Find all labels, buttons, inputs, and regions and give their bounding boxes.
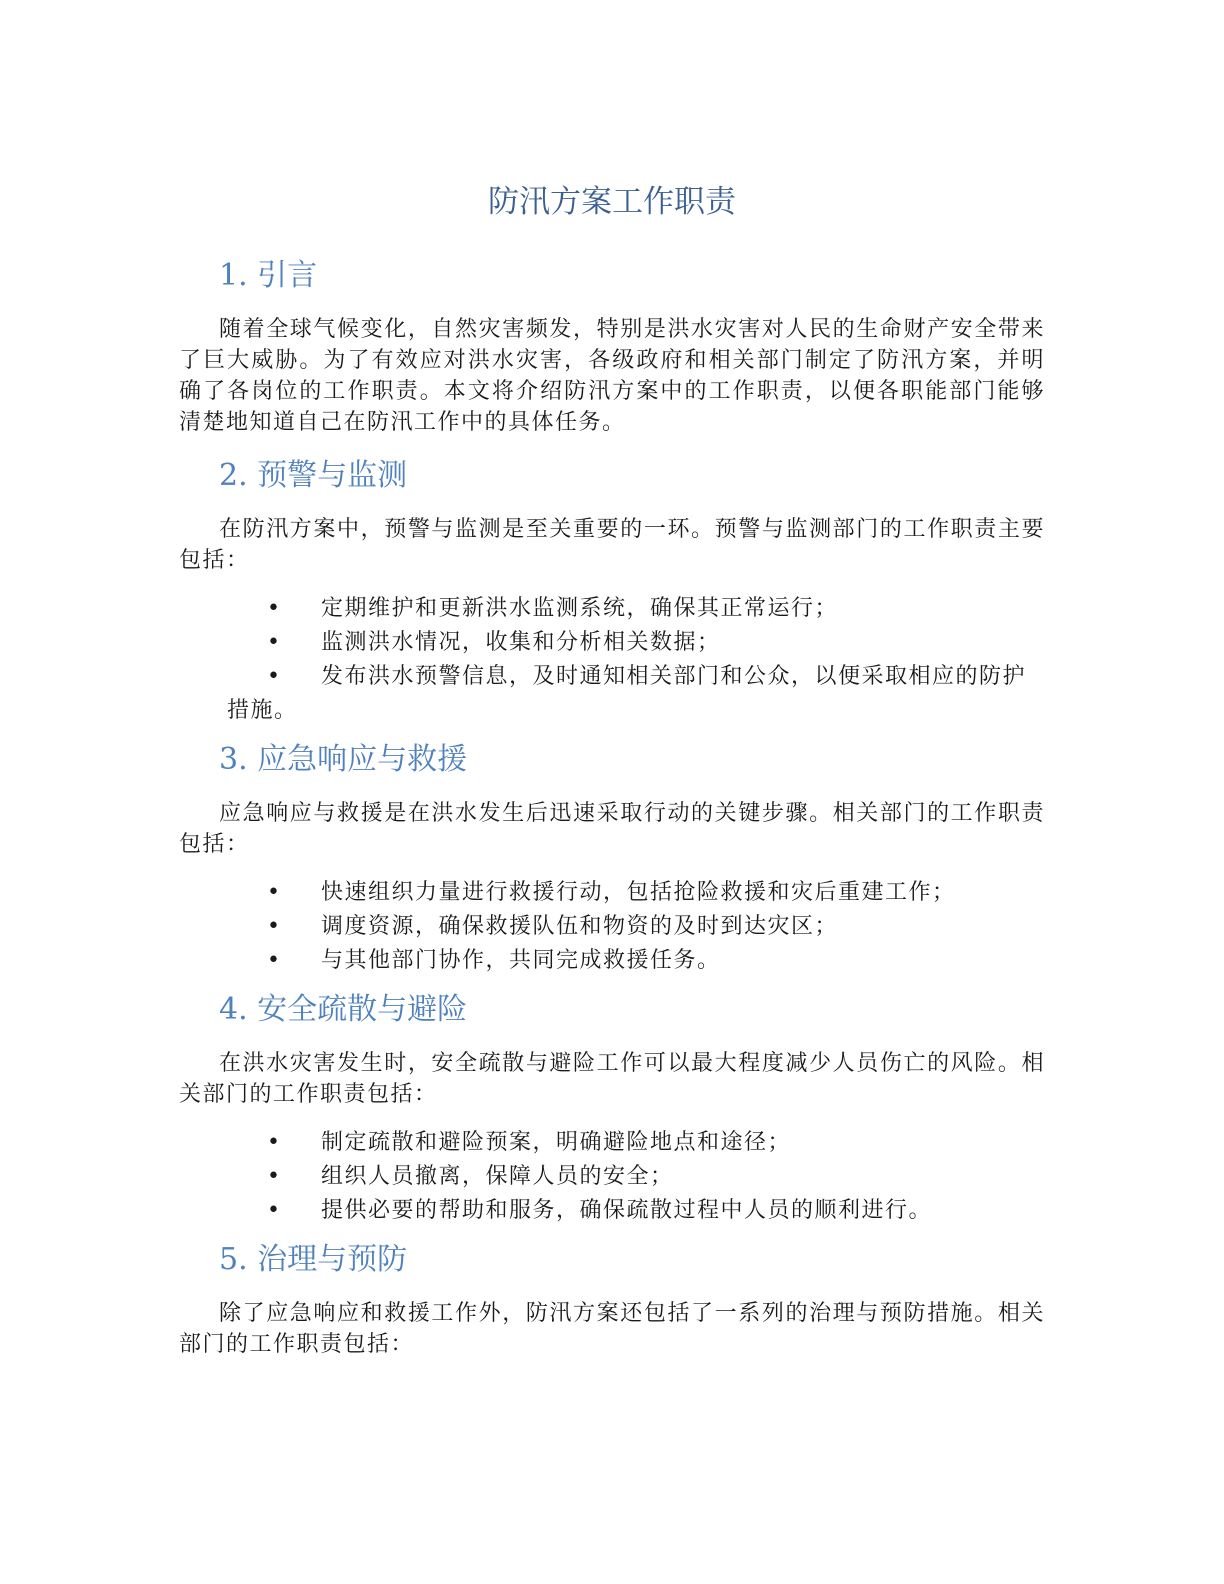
section-paragraph-governance-prevention: 除了应急响应和救援工作外，防汛方案还包括了一系列的治理与预防措施。相关部门的工作职责包括： <box>179 1301 1045 1357</box>
bullet-icon: • <box>267 630 282 655</box>
list-item <box>179 626 1045 660</box>
list-item <box>179 660 1045 728</box>
bullet-list-emergency-response <box>179 876 1045 978</box>
section-heading-warning-monitoring: 2. 预警与监测 <box>219 458 408 493</box>
list-item <box>179 592 1045 626</box>
list-item-text: 组织人员撤离，保障人员的安全； <box>321 1164 674 1189</box>
bullet-icon: • <box>267 914 282 939</box>
list-item-text: 制定疏散和避险预案，明确避险地点和途径； <box>321 1130 792 1155</box>
section-paragraph-evacuation: 在洪水灾害发生时，安全疏散与避险工作可以最大程度减少人员伤亡的风险。相关部门的工作职责包括： <box>179 1051 1045 1107</box>
section-heading-evacuation: 4. 安全疏散与避险 <box>219 992 468 1027</box>
bullet-icon: • <box>267 880 282 905</box>
list-item-text: 监测洪水情况，收集和分析相关数据； <box>321 630 721 655</box>
list-item <box>179 910 1045 944</box>
bullet-icon: • <box>267 1198 282 1223</box>
document-title: 防汛方案工作职责 <box>488 184 736 220</box>
bullet-list-evacuation <box>179 1126 1045 1228</box>
section-paragraph-warning-monitoring: 在防汛方案中，预警与监测是至关重要的一环。预警与监测部门的工作职责主要包括： <box>179 517 1045 573</box>
section-paragraph-emergency-response: 应急响应与救援是在洪水发生后迅速采取行动的关键步骤。相关部门的工作职责包括： <box>179 801 1045 857</box>
document-page <box>179 180 1045 1376</box>
list-item-text: 与其他部门协作，共同完成救援任务。 <box>321 948 721 973</box>
list-item <box>179 876 1045 910</box>
list-item-text: 发布洪水预警信息，及时通知相关部门和公众，以便采取相应的防护措施。 <box>227 664 1027 723</box>
list-item <box>179 1194 1045 1228</box>
bullet-icon: • <box>267 596 282 621</box>
bullet-icon: • <box>267 1130 282 1155</box>
section-heading-emergency-response: 3. 应急响应与救援 <box>219 742 468 777</box>
section-heading-introduction: 1. 引言 <box>219 258 318 293</box>
bullet-icon: • <box>267 664 282 689</box>
section-heading-governance-prevention: 5. 治理与预防 <box>219 1242 408 1277</box>
section-paragraph-introduction: 随着全球气候变化，自然灾害频发，特别是洪水灾害对人民的生命财产安全带来了巨大威胁。为了有效应对洪水灾害，各级政府和相关部门制定了防汛方案，并明确了各岗位的工作职责。本文将介绍防汛方案中的工作职责，以便各职能部门能够清楚地知道自己在防汛工作中的具体任务。 <box>179 317 1045 435</box>
bullet-icon: • <box>267 1164 282 1189</box>
list-item-text: 提供必要的帮助和服务，确保疏散过程中人员的顺利进行。 <box>321 1198 933 1223</box>
bullet-list-warning-monitoring <box>179 592 1045 728</box>
list-item <box>179 944 1045 978</box>
list-item-text: 定期维护和更新洪水监测系统，确保其正常运行； <box>321 596 839 621</box>
list-item-text: 调度资源，确保救援队伍和物资的及时到达灾区； <box>321 914 839 939</box>
bullet-icon: • <box>267 948 282 973</box>
list-item <box>179 1160 1045 1194</box>
list-item <box>179 1126 1045 1160</box>
list-item-text: 快速组织力量进行救援行动，包括抢险救援和灾后重建工作； <box>321 880 956 905</box>
